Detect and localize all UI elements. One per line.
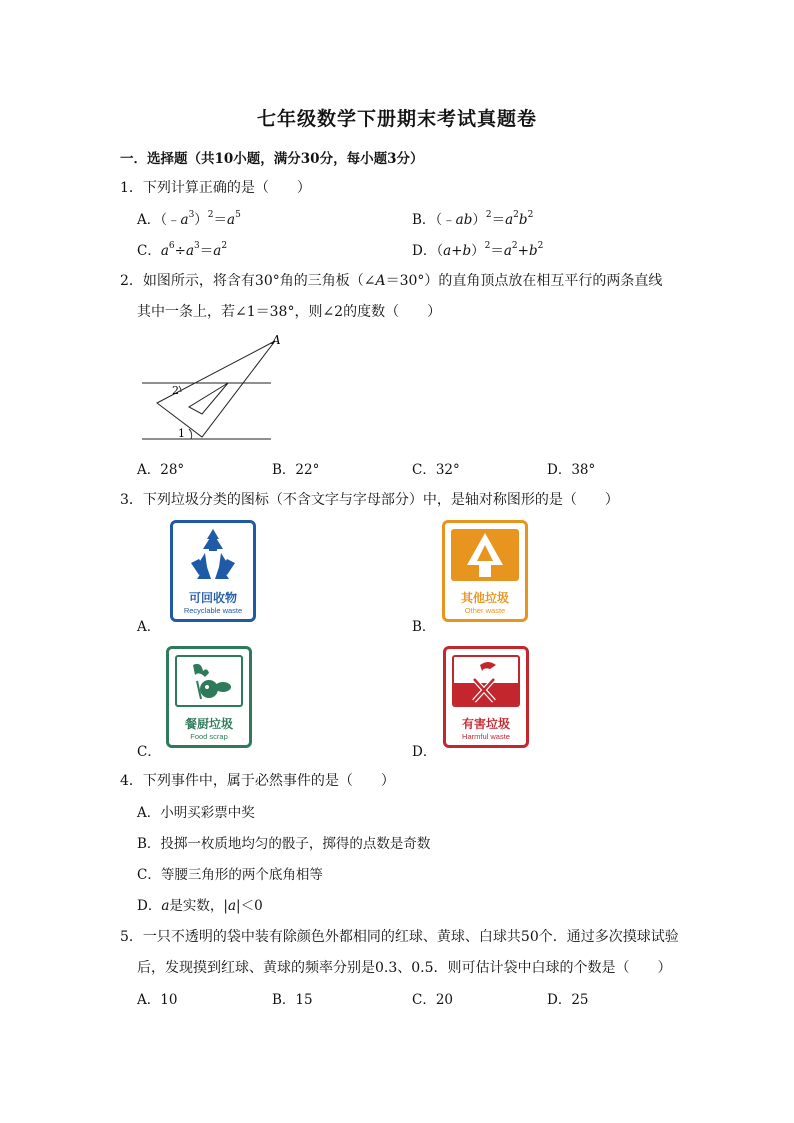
q1-stem: 1．下列计算正确的是（ ） xyxy=(120,180,311,196)
section-heading: 一．选择题（共10小题，满分30分，每小题3分） xyxy=(120,151,424,167)
q2-option-d: D．38° xyxy=(547,462,596,478)
q2-stem-line2: 其中一条上，若∠1＝38°，则∠2的度数（ ） xyxy=(137,304,442,320)
q1-option-b: B．$(﹣ab)^2=a^2b^2$ xyxy=(412,210,534,228)
q3-option-b: B． xyxy=(412,619,436,635)
q5-option-d: D．25 xyxy=(547,992,589,1008)
q2-option-b: B．22° xyxy=(272,462,320,478)
harmful-waste-icon xyxy=(464,657,508,707)
recyclable-waste-sign xyxy=(170,520,256,622)
sign-d-cn: 有害垃圾 xyxy=(461,717,510,731)
sign-a-cn: 可回收物 xyxy=(188,591,237,605)
q2-option-c: C．32° xyxy=(412,462,460,478)
q1-option-d: D．$(a+b)^2=a^2+b^2$ xyxy=(412,241,544,259)
q4-option-a: A．小明买彩票中奖 xyxy=(137,805,255,821)
q4-option-c: C．等腰三角形的两个底角相等 xyxy=(137,867,323,883)
q4-stem: 4．下列事件中，属于必然事件的是（ ） xyxy=(120,773,395,789)
q5-option-b: B．15 xyxy=(272,992,313,1008)
sign-c-cn: 餐厨垃圾 xyxy=(184,717,233,731)
q2-figure-triangle-parallel-lines xyxy=(135,330,285,445)
q3-stem: 3．下列垃圾分类的图标（不含文字与字母部分）中，是轴对称图形的是（ ） xyxy=(120,492,619,508)
q1-option-c: C．$a^6\div a^3=a^2$ xyxy=(137,241,228,259)
q3-option-a: A． xyxy=(137,619,161,635)
harmful-waste-sign xyxy=(443,646,529,748)
food-scrap-sign xyxy=(166,646,252,748)
page-title: 七年级数学下册期末考试真题卷 xyxy=(256,108,537,130)
sign-b-cn: 其他垃圾 xyxy=(460,591,509,605)
q3-option-c: C． xyxy=(137,744,161,760)
other-waste-icon xyxy=(463,531,507,583)
q5-stem-line1: 5．一只不透明的袋中装有除颜色外都相同的红球、黄球、白球共50个．通过多次摸球试验 xyxy=(120,929,679,945)
sign-d-en: Harmful waste xyxy=(462,732,510,741)
food-scrap-icon xyxy=(183,659,235,705)
angle-1-arc xyxy=(189,429,192,439)
triangle-inner xyxy=(189,383,228,414)
q2-stem-line1: 2．如图所示，将含有30°角的三角板（∠A＝30°）的直角顶点放在相互平行的两条直线 xyxy=(120,273,663,289)
vertex-a-label: A xyxy=(272,333,281,347)
other-waste-sign xyxy=(442,520,528,622)
q3-option-d: D． xyxy=(412,744,437,760)
angle-2-label: 2 xyxy=(172,384,179,397)
sign-a-en: Recyclable waste xyxy=(183,606,243,615)
sign-b-en: Other waste xyxy=(464,606,506,615)
q5-option-c: C．20 xyxy=(412,992,454,1008)
q5-option-a: A．10 xyxy=(137,992,178,1008)
q4-option-b: B．投掷一枚质地均匀的骰子，掷得的点数是奇数 xyxy=(137,836,431,852)
q4-option-d: D．a是实数，|a|＜0 xyxy=(137,898,263,914)
angle-1-label: 1 xyxy=(178,427,185,440)
q1-option-a: A．$(﹣a^3)^2=a^5$ xyxy=(137,210,241,228)
q2-option-a: A．28° xyxy=(137,462,185,478)
sign-c-en: Food scrap xyxy=(190,732,228,741)
q5-stem-line2: 后，发现摸到红球、黄球的频率分别是0.3、0.5．则可估计袋中白球的个数是（ ） xyxy=(137,960,672,976)
recycle-icon xyxy=(185,529,241,587)
